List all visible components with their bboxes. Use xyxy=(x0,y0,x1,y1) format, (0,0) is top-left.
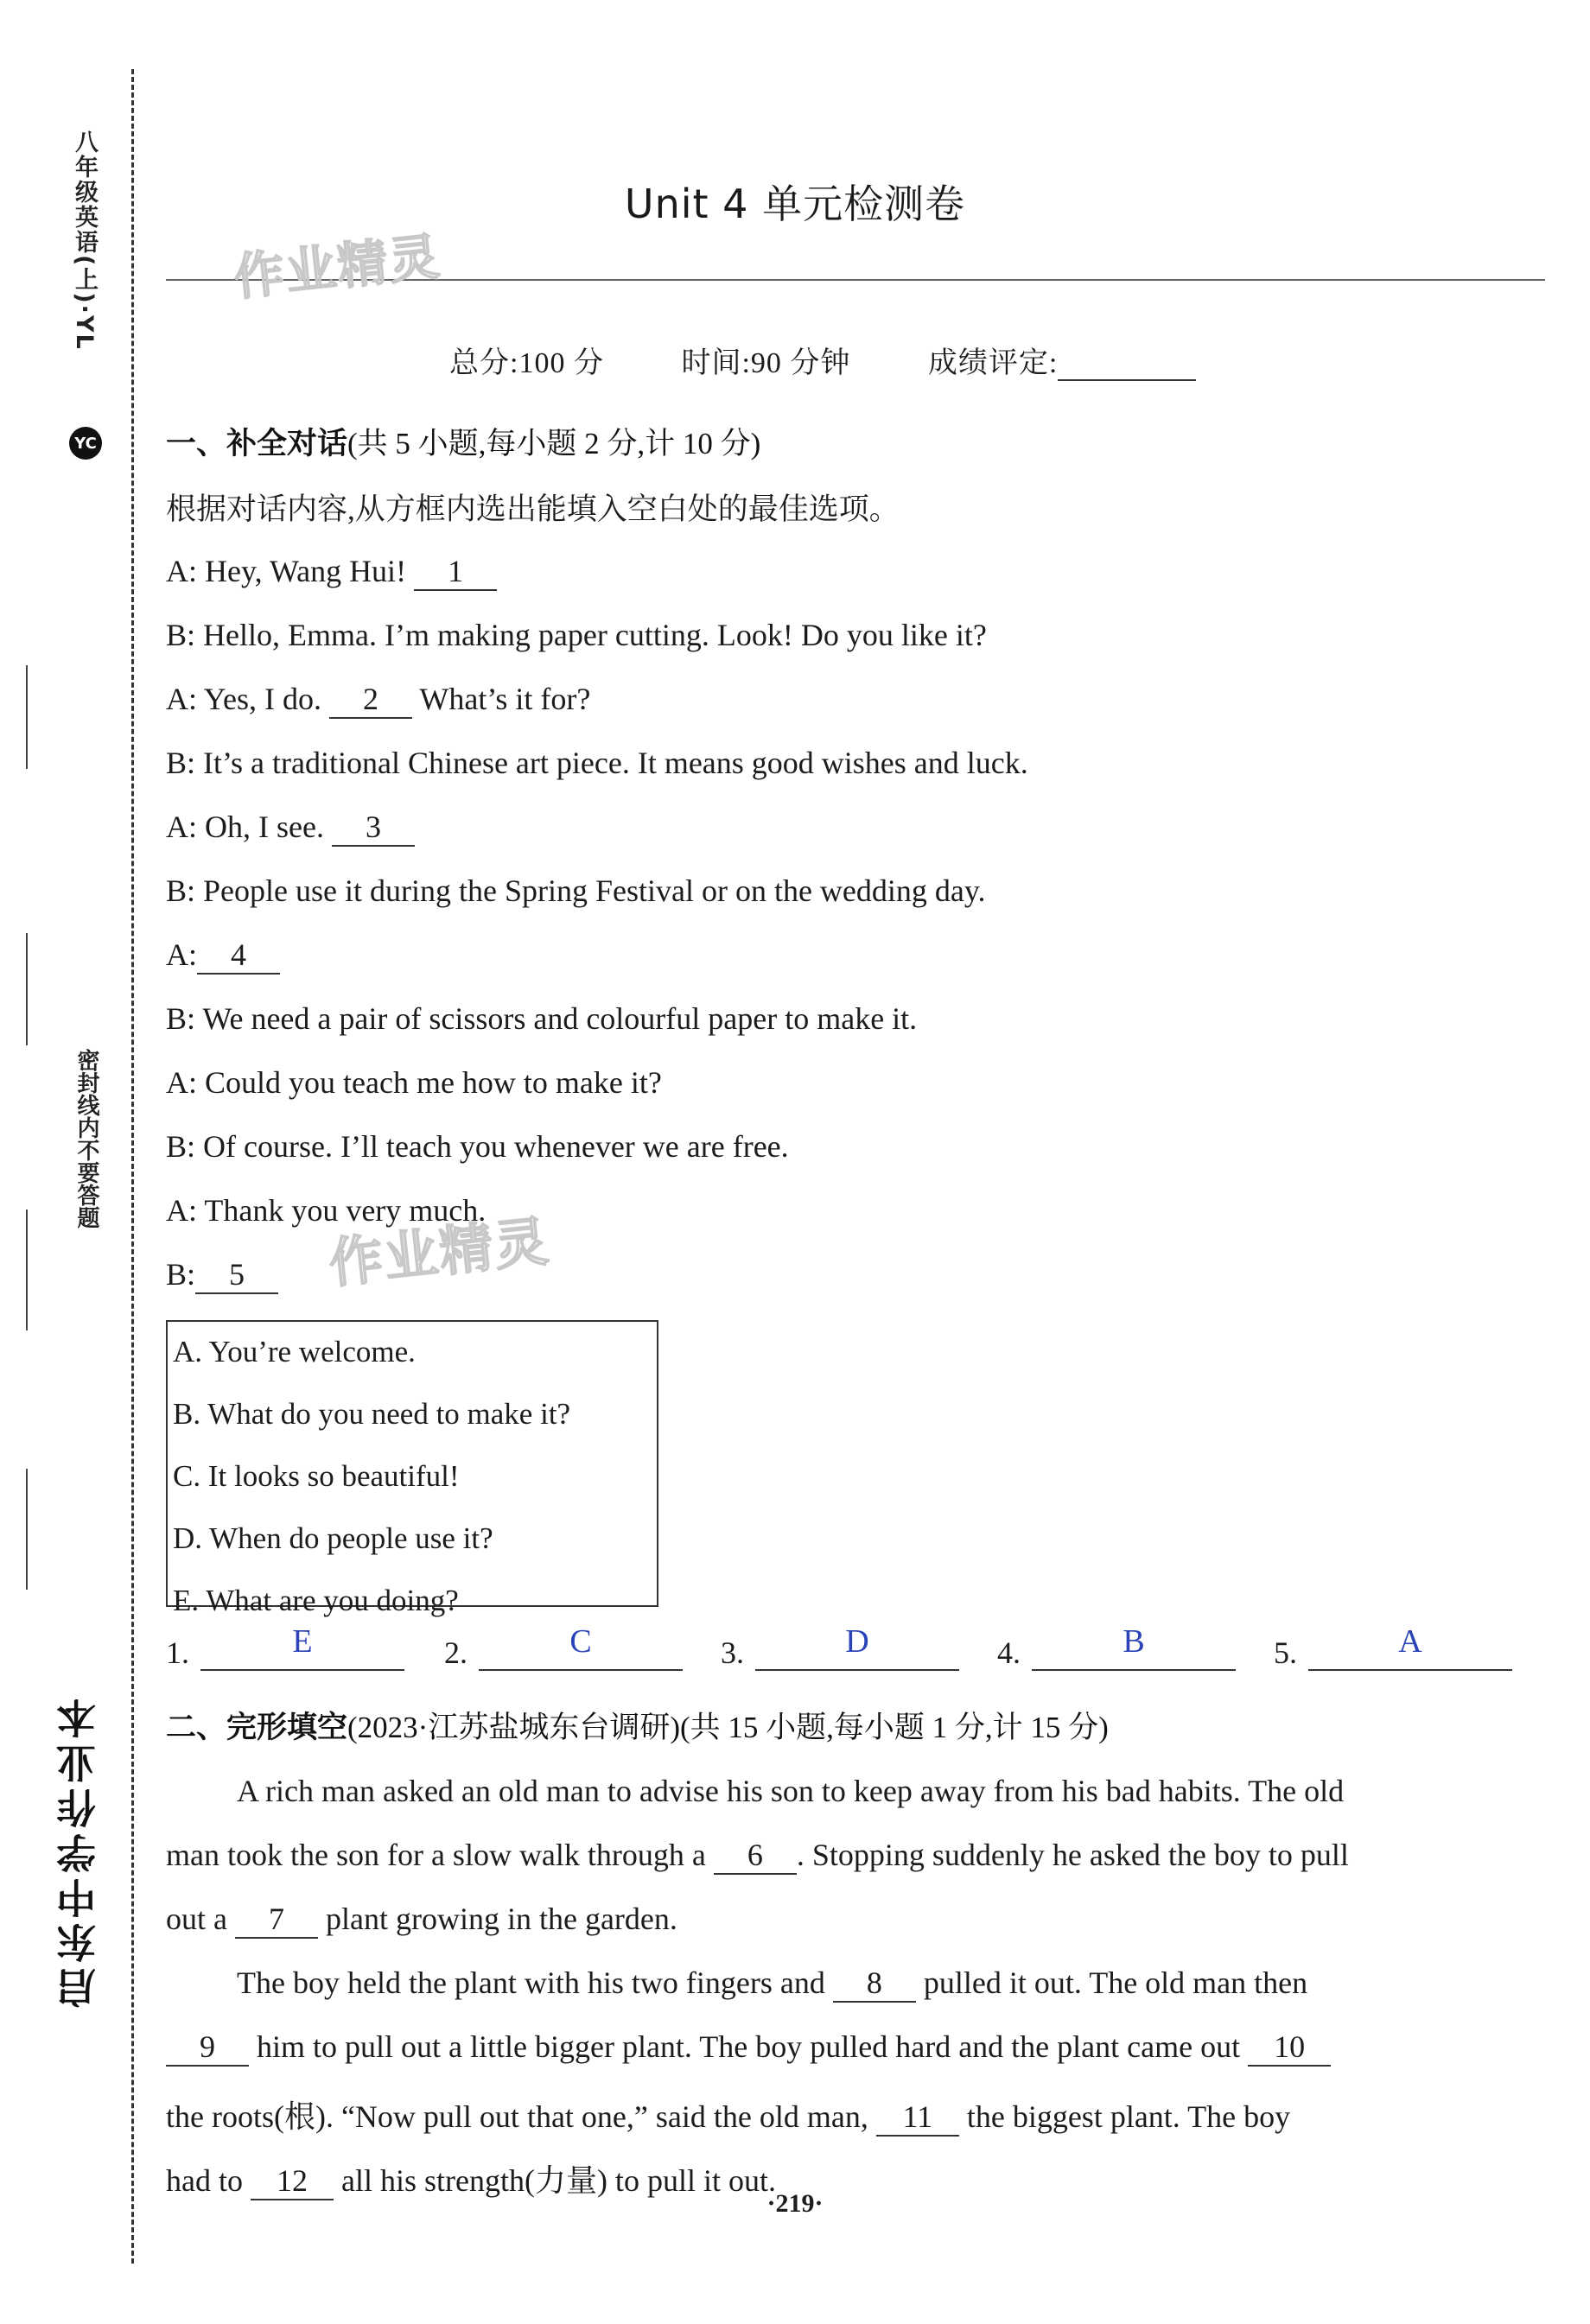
dialogue-line xyxy=(166,1000,917,1037)
dialogue-line xyxy=(166,681,590,719)
answer-num: 1. xyxy=(166,1635,189,1670)
grade-label: 成绩评定: xyxy=(927,347,1059,379)
page-title: Unit 4 单元检测卷 xyxy=(624,181,966,227)
answer-blank xyxy=(755,1669,959,1671)
answer-blank xyxy=(1032,1669,1236,1671)
dialogue-text: A: Thank you very much. xyxy=(166,1193,487,1228)
passage-text: the biggest plant. The boy xyxy=(958,2099,1291,2134)
passage-text: the roots(根). “Now pull out that one,” said the old man, xyxy=(166,2099,876,2134)
answer-value: C xyxy=(569,1623,592,1660)
cloze-blank-10[interactable]: 10 xyxy=(1248,2030,1331,2067)
answer-value: B xyxy=(1123,1623,1145,1660)
seal-note: 密封线内不要答题 xyxy=(71,1045,103,1232)
answer-3[interactable] xyxy=(721,1623,869,1671)
number-blank xyxy=(26,1210,28,1330)
passage-text: out a xyxy=(166,1902,235,1936)
passage-line xyxy=(166,1837,1349,1875)
dialogue-text: B: Of course. I’ll teach you whenever we are free. xyxy=(166,1129,789,1164)
grade-blank[interactable] xyxy=(1058,353,1196,381)
dialogue-blank-1[interactable]: 1 xyxy=(414,555,497,591)
answer-num: 5. xyxy=(1274,1635,1297,1670)
dialogue-line xyxy=(166,1256,278,1294)
name-blank xyxy=(26,665,28,769)
passage-line xyxy=(166,2092,1290,2137)
dialogue-line xyxy=(166,745,1028,781)
answer-num: 3. xyxy=(721,1635,744,1670)
section1-instruction: 根据对话内容,从方框内选出能填入空白处的最佳选项。 xyxy=(166,492,900,526)
answer-value: D xyxy=(845,1623,869,1660)
dialogue-line xyxy=(166,873,986,909)
watermark: 作业精灵 xyxy=(231,226,444,308)
passage-text: him to pull out a little bigger plant. The boy pulled hard and the plant came out xyxy=(249,2029,1249,2064)
dialogue-text: B: It’s a traditional Chinese art piece. It means good wishes and luck. xyxy=(166,746,1028,780)
dialogue-text: What’s it for? xyxy=(412,682,591,716)
option-a: A. You’re welcome. xyxy=(173,1335,416,1368)
passage-line xyxy=(237,1773,1344,1809)
answer-2[interactable] xyxy=(444,1623,592,1671)
page-number: ·219· xyxy=(766,2189,824,2218)
dialogue-text: B: xyxy=(166,1257,196,1292)
dialogue-text: B: Hello, Emma. I’m making paper cutting. Look! Do you like it? xyxy=(166,618,987,652)
answer-row xyxy=(166,1624,1549,1676)
section2-title: 二、完形填空 xyxy=(166,1711,348,1745)
total-score: 总分:100 分 xyxy=(449,347,604,379)
dialogue-text: A: xyxy=(166,937,197,972)
dialogue-text: B: We need a pair of scissors and colourful paper to make it. xyxy=(166,1001,918,1036)
dialogue-text: A: Could you teach me how to make it? xyxy=(166,1065,662,1100)
passage-text: The boy held the plant with his two fingers and xyxy=(237,1965,833,2000)
answer-5[interactable] xyxy=(1274,1623,1422,1671)
dialogue-blank-3[interactable]: 3 xyxy=(332,810,415,847)
class-blank xyxy=(26,933,28,1045)
dialogue-text: A: Oh, I see. xyxy=(166,810,332,844)
passage-text: man took the son for a slow walk through a xyxy=(166,1838,714,1872)
passage-text: all his strength(力量) to pull it out. xyxy=(333,2163,776,2198)
dialogue-text: A: Yes, I do. xyxy=(166,682,330,716)
dialogue-blank-4[interactable]: 4 xyxy=(197,938,280,975)
passage-line xyxy=(166,2029,1331,2067)
dialogue-blank-5[interactable]: 5 xyxy=(195,1258,278,1294)
section1-note: (共 5 小题,每小题 2 分,计 10 分) xyxy=(347,427,761,460)
cloze-blank-8[interactable]: 8 xyxy=(833,1966,916,2003)
book-header: 八年级英语(上)·YL xyxy=(71,130,98,351)
answer-value: E xyxy=(292,1623,313,1660)
section2-heading xyxy=(166,1704,1109,1747)
publisher-logo: YC xyxy=(69,427,102,460)
dialogue-text: A: Hey, Wang Hui! xyxy=(166,554,415,588)
passage-line xyxy=(237,1965,1307,2003)
dialogue-line xyxy=(166,937,280,975)
dialogue-line xyxy=(166,1128,789,1165)
answer-blank xyxy=(479,1669,683,1671)
passage-text: . Stopping suddenly he asked the boy to pull xyxy=(796,1838,1349,1872)
cloze-blank-6[interactable]: 6 xyxy=(714,1838,797,1875)
cloze-blank-9[interactable]: 9 xyxy=(166,2030,249,2067)
answer-blank xyxy=(1308,1669,1512,1671)
passage-text: plant growing in the garden. xyxy=(317,1902,677,1936)
dialogue-line xyxy=(166,809,415,847)
watermark-2: 作业精灵 xyxy=(326,1209,553,1296)
dialogue-text: B: People use it during the Spring Festival or on the wedding day. xyxy=(166,873,986,908)
answer-value: A xyxy=(1398,1623,1422,1660)
answer-num: 4. xyxy=(997,1635,1021,1670)
section2-note: (2023·江苏盐城东台调研)(共 15 小题,每小题 1 分,计 15 分) xyxy=(347,1711,1109,1744)
answer-1[interactable] xyxy=(166,1623,313,1671)
dialogue-blank-2[interactable]: 2 xyxy=(329,683,412,719)
answer-4[interactable] xyxy=(997,1623,1145,1671)
option-b: B. What do you need to make it? xyxy=(173,1397,571,1431)
options-box xyxy=(166,1320,658,1617)
cloze-blank-12[interactable]: 12 xyxy=(251,2164,334,2200)
section1-heading xyxy=(166,420,760,463)
section1-title: 一、补全对话 xyxy=(166,427,348,461)
answer-num: 2. xyxy=(444,1635,467,1670)
dialogue-line xyxy=(166,553,497,591)
option-c: C. It looks so beautiful! xyxy=(173,1459,460,1493)
cloze-blank-7[interactable]: 7 xyxy=(235,1902,318,1939)
seat-blank xyxy=(26,1469,28,1590)
dialogue-line xyxy=(166,1064,662,1101)
option-d: D. When do people use it? xyxy=(173,1521,493,1555)
passage-text: A rich man asked an old man to advise his son to keep away from his bad habits. The old xyxy=(237,1774,1345,1808)
cloze-blank-11[interactable]: 11 xyxy=(876,2100,959,2137)
dialogue-line xyxy=(166,617,987,653)
passage-text: had to xyxy=(166,2163,251,2198)
passage-line xyxy=(166,1901,677,1939)
passage-text: pulled it out. The old man then xyxy=(915,1965,1308,2000)
option-e: E. What are you doing? xyxy=(173,1584,459,1617)
seal-dashed-line xyxy=(131,69,134,2264)
time-limit: 时间:90 分钟 xyxy=(681,347,851,379)
answer-blank xyxy=(200,1669,404,1671)
school-label: 启东中学作业本 xyxy=(55,1693,102,2008)
exam-meta xyxy=(449,339,1265,381)
